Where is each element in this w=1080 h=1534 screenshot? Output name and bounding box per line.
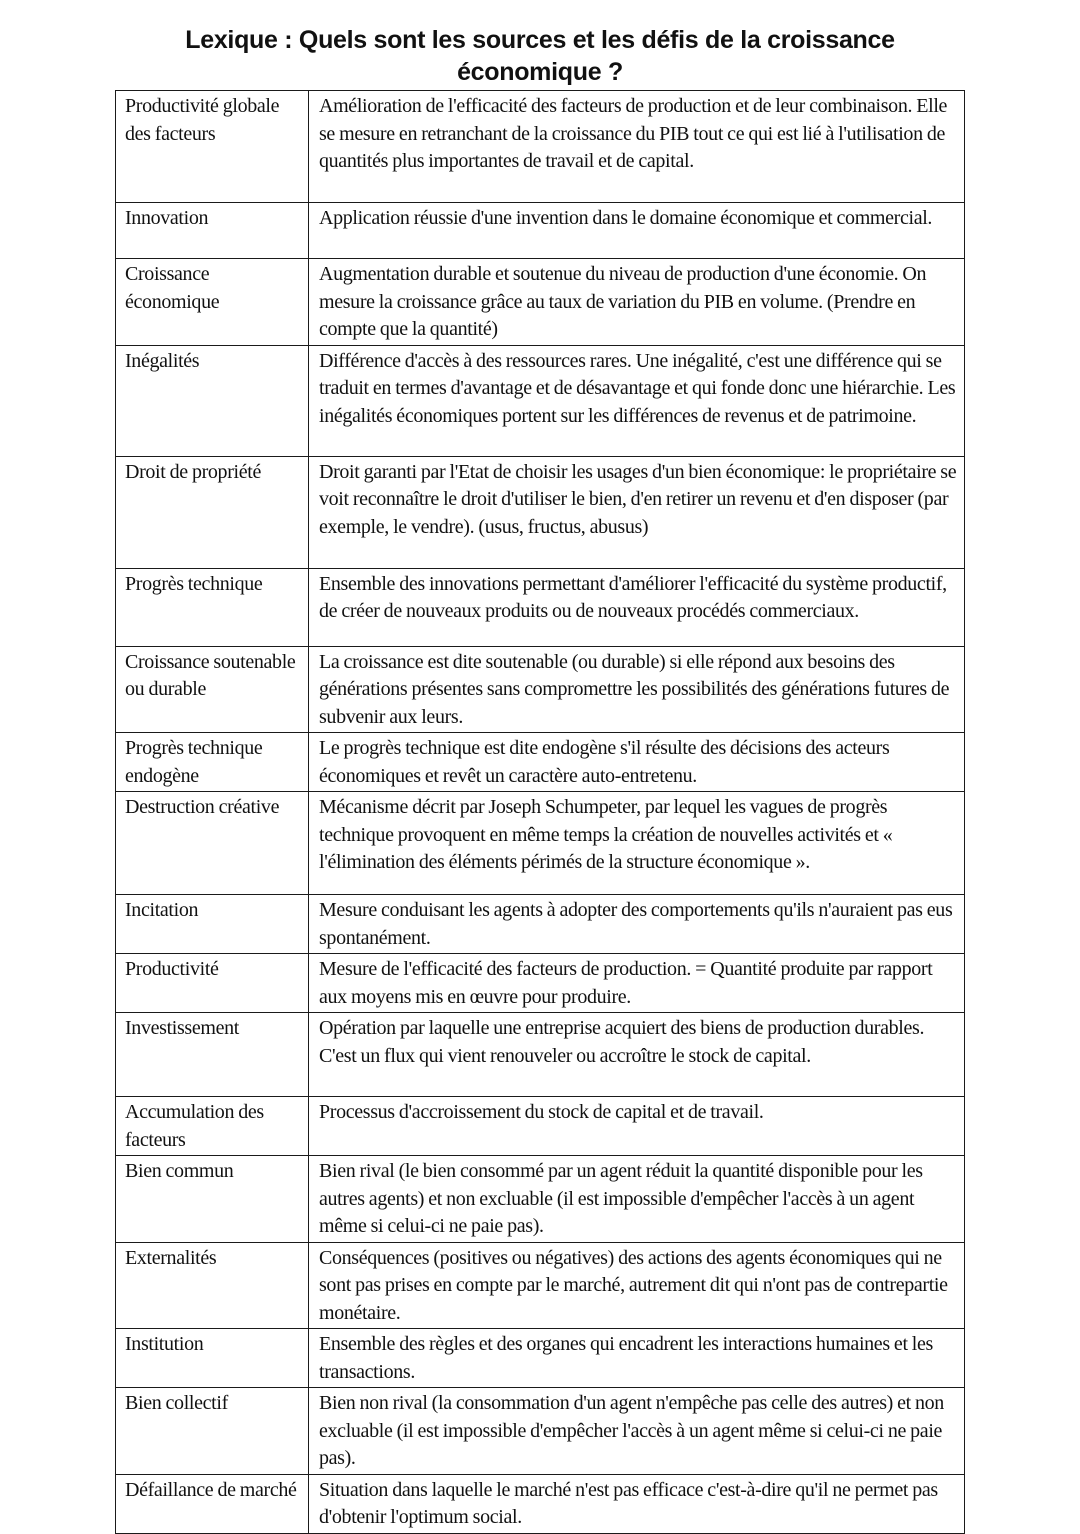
term-cell: Investissement — [116, 1013, 309, 1097]
table-row — [116, 568, 965, 646]
table-row — [116, 1242, 965, 1329]
table-row — [116, 792, 965, 895]
definition-cell: Droit garanti par l'Etat de choisir les usages d'un bien économique: le propriétaire se voit reconnaître le droit d'utiliser le bien, d'en retirer un revenu et d'en disposer (par exemple, le vendre). (usus, fructus, abusus) — [309, 456, 965, 568]
lexique-table — [115, 90, 965, 1534]
term-cell: Externalités — [116, 1242, 309, 1329]
definition-cell: Opération par laquelle une entreprise acquiert des biens de production durables. C'est un flux qui vient renouveler ou accroître le stock de capital. — [309, 1013, 965, 1097]
table-row — [116, 1388, 965, 1475]
term-cell: Productivité — [116, 954, 309, 1013]
definition-cell: Mesure de l'efficacité des facteurs de production. = Quantité produite par rapport aux moyens mis en œuvre pour produire. — [309, 954, 965, 1013]
table-row — [116, 733, 965, 792]
definition-cell: Application réussie d'une invention dans le domaine économique et commercial. — [309, 203, 965, 259]
term-cell: Innovation — [116, 203, 309, 259]
term-cell: Productivité globale des facteurs — [116, 91, 309, 203]
definition-cell: Le progrès technique est dite endogène s'il résulte des décisions des acteurs économiques et revêt un caractère auto-entretenu. — [309, 733, 965, 792]
page-title: Lexique : Quels sont les sources et les défis de la croissance économique ? — [185, 26, 895, 86]
term-cell: Accumulation des facteurs — [116, 1097, 309, 1156]
table-row — [116, 1474, 965, 1533]
definition-cell: Processus d'accroissement du stock de capital et de travail. — [309, 1097, 965, 1156]
definition-cell: Bien non rival (la consommation d'un agent n'empêche pas celle des autres) et non excluable (il est impossible d'empêcher l'accès à un agent même si celui-ci ne paie pas). — [309, 1388, 965, 1475]
table-row — [116, 895, 965, 954]
table-row — [116, 259, 965, 346]
table-row — [116, 646, 965, 733]
table-row — [116, 954, 965, 1013]
definition-cell: Situation dans laquelle le marché n'est pas efficace c'est-à-dire qu'il ne permet pas d'obtenir l'optimum social. — [309, 1474, 965, 1533]
term-cell: Progrès technique endogène — [116, 733, 309, 792]
term-cell: Bien collectif — [116, 1388, 309, 1475]
definition-cell: Différence d'accès à des ressources rares. Une inégalité, c'est une différence qui se traduit en termes d'avantage et de désavantage et qui fonde donc une hiérarchie. Les inégalités économiques portent sur les différences de revenus et de patrimoine. — [309, 345, 965, 456]
term-cell: Progrès technique — [116, 568, 309, 646]
table-row — [116, 203, 965, 259]
definition-cell: Conséquences (positives ou négatives) des actions des agents économiques qui ne sont pas prises en compte par le marché, autrement dit qui n'ont pas de contrepartie monétaire. — [309, 1242, 965, 1329]
definition-cell: Augmentation durable et soutenue du niveau de production d'une économie. On mesure la croissance grâce au taux de variation du PIB en volume. (Prendre en compte que la quantité) — [309, 259, 965, 346]
table-row — [116, 91, 965, 203]
definition-cell: La croissance est dite soutenable (ou durable) si elle répond aux besoins des générations présentes sans compromettre les possibilités des générations futures de subvenir aux leurs. — [309, 646, 965, 733]
definition-cell: Bien rival (le bien consommé par un agent réduit la quantité disponible pour les autres agents) et non excluable (il est impossible d'empêcher l'accès à un agent même si celui-ci ne paie pas). — [309, 1156, 965, 1243]
definition-cell: Ensemble des innovations permettant d'améliorer l'efficacité du système productif, de créer de nouveaux produits ou de nouveaux procédés commerciaux. — [309, 568, 965, 646]
term-cell: Incitation — [116, 895, 309, 954]
term-cell: Défaillance de marché — [116, 1474, 309, 1533]
table-row — [116, 456, 965, 568]
term-cell: Croissance économique — [116, 259, 309, 346]
lexique-table-body — [116, 91, 965, 1534]
term-cell: Institution — [116, 1329, 309, 1388]
definition-cell: Ensemble des règles et des organes qui encadrent les interactions humaines et les transactions. — [309, 1329, 965, 1388]
term-cell: Destruction créative — [116, 792, 309, 895]
table-row — [116, 1156, 965, 1243]
table-row — [116, 345, 965, 456]
definition-cell: Mesure conduisant les agents à adopter des comportements qu'ils n'auraient pas eus spontanément. — [309, 895, 965, 954]
table-row — [116, 1097, 965, 1156]
term-cell: Inégalités — [116, 345, 309, 456]
definition-cell: Mécanisme décrit par Joseph Schumpeter, par lequel les vagues de progrès technique provoquent en même temps la création de nouvelles activités et « l'élimination des éléments périmés de la structure économique ». — [309, 792, 965, 895]
term-cell: Bien commun — [116, 1156, 309, 1243]
table-row — [116, 1013, 965, 1097]
term-cell: Droit de propriété — [116, 456, 309, 568]
term-cell: Croissance soutenable ou durable — [116, 646, 309, 733]
definition-cell: Amélioration de l'efficacité des facteurs de production et de leur combinaison. Elle se mesure en retranchant de la croissance du PIB tout ce qui est lié à l'utilisation de quantités plus importantes de travail et de capital. — [309, 91, 965, 203]
table-row — [116, 1329, 965, 1388]
